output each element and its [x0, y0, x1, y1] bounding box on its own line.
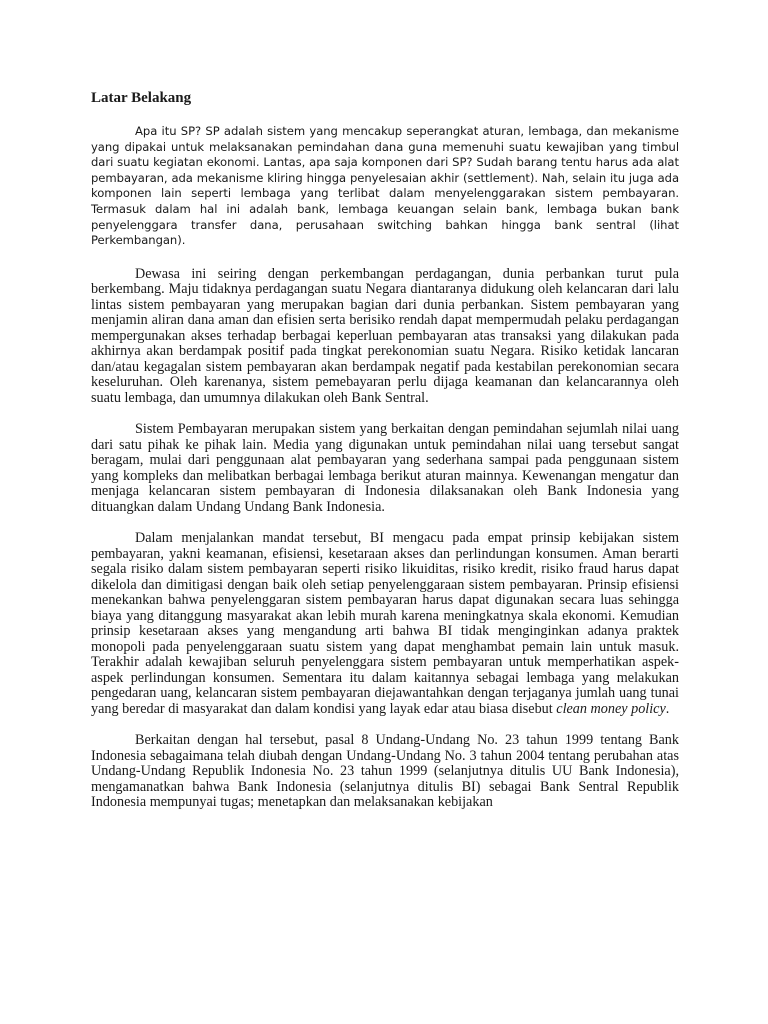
policy-text: Dalam menjalankan mandat tersebut, BI mengacu pada empat prinsip kebijakan sistem pembayaran, yakni keamanan, efisiensi, kesetaraan akses dan perlindungan konsumen. Aman berarti segala risiko dalam sistem pembayaran seperti risiko likuiditas, risiko kredit, risiko fraud harus dapat dikelola dan dimitigasi dengan baik oleh setiap penyelenggaraan sistem pembayaran. Prinsip efisiensi menekankan bahwa penyelenggaran sistem pembayaran harus dapat digunakan secara luas sehingga biaya yang ditanggung masyarakat akan lebih murah karena meningkatnya skala ekonomi. Kemudian prinsip kesetaraan akses yang mengandung arti bahwa BI tidak menginginkan adanya praktek monopoli pada penyelenggaraan suatu sistem yang dapat menghambat pemain lain untuk masuk. Terakhir adalah kewajiban seluruh penyelenggara sistem pembayaran untuk memperhatikan aspek-aspek perlindungan konsumen. Sementara itu dalam kaitannya sebagai lembaga yang melakukan pengedaran uang, kelancaran sistem pembayaran diejawantahkan dengan terjaganya jumlah uang tunai yang beredar di masyarakat dan dalam kondisi yang layak edar atau biasa disebut: [91, 530, 679, 717]
paragraph-development: Dewasa ini seiring dengan perkembangan perdagangan, dunia perbankan turut pula berkembang. Maju tidaknya perdagangan suatu Negara diantaranya didukung oleh kelancaran dari lalu lintas sistem pembayaran yang merupakan bagian dari dunia perbankan. Sistem pembayaran yang menjamin aliran dana aman dan efisien serta berisiko rendah dapat mempermudah pelaku perdagangan mempergunakan akses terhadap berbagai keperluan pembayaran atas transaksi yang dilakukan pada akhirnya akan berdampak positif pada tingkat perekonomian suatu Negara. Risiko ketidak lancaran dan/atau kegagalan sistem pembayaran akan berdampak negatif pada kestabilan perekonomian secara keseluruhan. Oleh karenanya, sistem pemebayaran perlu dijaga keamanan dan kelancarannya oleh suatu lembaga, dan umumnya dilakukan oleh Bank Sentral.: [91, 265, 679, 406]
paragraph-policy-principles: [91, 531, 679, 717]
intro-paragraph: Apa itu SP? SP adalah sistem yang mencakup seperangkat aturan, lembaga, dan mekanisme yang dipakai untuk melaksanakan pemindahan dana guna memenuhi suatu kewajiban yang timbul dari suatu kegiatan ekonomi. Lantas, apa saja komponen dari SP? Sudah barang tentu harus ada alat pembayaran, ada mekanisme kliring hingga penyelesaian akhir (settlement). Nah, selain itu juga ada komponen lain seperti lembaga yang terlibat dalam menyelenggarakan sistem pembayaran. Termasuk dalam hal ini adalah bank, lembaga keuangan selain bank, lembaga bukan bank penyelenggara transfer dana, perusahaan switching bahkan hingga bank sentral (lihat Perkembangan).: [91, 124, 679, 248]
paragraph-legal-basis: Berkaitan dengan hal tersebut, pasal 8 Undang-Undang No. 23 tahun 1999 tentang Bank Indonesia sebagaimana telah diubah dengan Undang-Undang No. 3 tahun 2004 tentang perubahan atas Undang-Undang Republik Indonesia No. 23 tahun 1999 (selanjutnya ditulis UU Bank Indonesia), mengamanatkan bahwa Bank Indonesia (selanjutnya ditulis BI) sebagai Bank Sentral Republik Indonesia mempunyai tugas; menetapkan dan melaksanakan kebijakan: [91, 732, 679, 811]
policy-term: clean money policy: [556, 700, 666, 717]
section-heading: Latar Belakang: [91, 90, 192, 106]
paragraph-payment-system: Sistem Pembayaran merupakan sistem yang berkaitan dengan pemindahan sejumlah nilai uang dari satu pihak ke pihak lain. Media yang digunakan untuk pemindahan nilai uang tersebut sangat beragam, mulai dari penggunaan alat pembayaran yang sederhana sampai pada penggunaan sistem yang kompleks dan melibatkan berbagai lembaga berikut aturan mainnya. Kewenangan mengatur dan menjaga kelancaran sistem pembayaran di Indonesia dilaksanakan oleh Bank Indonesia yang dituangkan dalam Undang Undang Bank Indonesia.: [91, 421, 679, 515]
policy-tail: .: [665, 700, 670, 717]
document-page: [91, 88, 679, 827]
